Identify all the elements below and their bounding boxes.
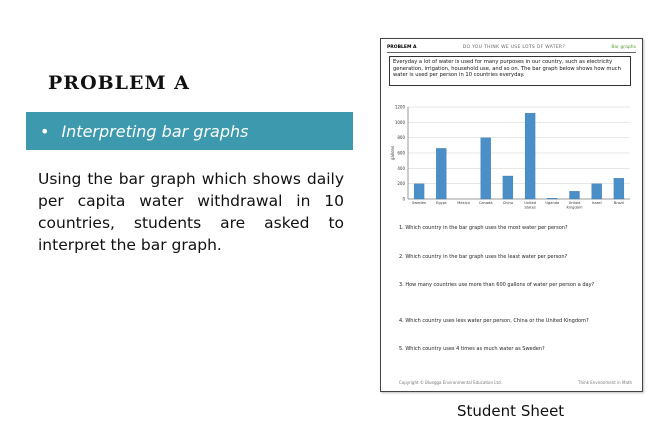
- question-1: 1. Which country in the bar graph uses the most water per person?: [399, 225, 568, 231]
- sheet-caption: Student Sheet: [457, 402, 565, 420]
- y-tick-label: 600: [397, 150, 405, 156]
- y-tick-label: 1000: [394, 119, 405, 125]
- y-tick-label: 1200: [394, 104, 405, 110]
- y-tick-label: 800: [397, 135, 405, 141]
- bar-united-kingdom: [570, 191, 580, 199]
- question-3: 3. How many countries use more than 600 gallons of water per person a day?: [399, 282, 595, 288]
- x-tick-label: States: [524, 205, 536, 210]
- student-sheet: [380, 38, 643, 392]
- problem-title: PROBLEM A: [48, 72, 190, 94]
- topic-banner: [26, 112, 353, 150]
- bar-brazil: [614, 178, 624, 199]
- sheet-header-question: DO YOU THINK WE USE LOTS OF WATER?: [462, 44, 566, 50]
- bar-uganda: [547, 198, 557, 199]
- x-tick-label: Kingdom: [566, 205, 583, 210]
- sheet-intro: Everyday a lot of water is used for many purposes in our country, such as electricity generation, irrigation, household use, and so on. The bar graph below shows how much water is used per person in 10 countries everyday.: [389, 56, 631, 86]
- bar-united-states: [525, 113, 535, 199]
- question-4: 4. Which country uses less water per person, China or the United Kingdom?: [399, 318, 589, 324]
- x-tick-label: Israel: [591, 201, 602, 205]
- question-5: 5. Which country uses 4 times as much water as Sweden?: [399, 346, 545, 352]
- bar-chart: [386, 101, 636, 221]
- x-tick-label: Egypt: [436, 201, 447, 205]
- y-tick-label: 0: [402, 196, 405, 202]
- topic-label: Interpreting bar graphs: [61, 121, 249, 141]
- footer-copyright: Copyright © Bluegga Environmental Education Ltd.: [399, 380, 502, 385]
- y-tick-label: 400: [397, 165, 405, 171]
- bar-china: [503, 176, 513, 199]
- x-tick-label: Uganda: [545, 201, 560, 205]
- sheet-header-topic: Bar graphs: [611, 44, 636, 50]
- bar-israel: [592, 184, 602, 199]
- x-tick-label: United: [568, 201, 581, 205]
- problem-description: Using the bar graph which shows daily per capita water withdrawal in 10 countries, students are asked to interpret the bar graph.: [38, 170, 344, 254]
- x-tick-label: Sweden: [411, 201, 427, 205]
- y-tick-label: 200: [397, 181, 405, 187]
- bar-egypt: [436, 148, 446, 199]
- bar-sweden: [414, 184, 424, 199]
- y-axis-label: gallons: [390, 145, 395, 161]
- footer-tagline: Think Environment in Math: [578, 380, 632, 385]
- x-tick-label: China: [502, 201, 514, 205]
- x-tick-label: Brazil: [613, 201, 624, 205]
- x-tick-label: Canada: [478, 201, 493, 205]
- x-tick-label: Mexico: [457, 201, 470, 205]
- bar-canada: [481, 138, 491, 199]
- bullet-point: •: [40, 121, 50, 141]
- sheet-header-title: PROBLEM A: [387, 44, 417, 50]
- x-tick-label: United: [524, 201, 537, 205]
- question-2: 2. Which country in the bar graph uses the least water per person?: [399, 254, 568, 260]
- sheet-footer: [399, 380, 632, 388]
- sheet-header: [387, 42, 636, 53]
